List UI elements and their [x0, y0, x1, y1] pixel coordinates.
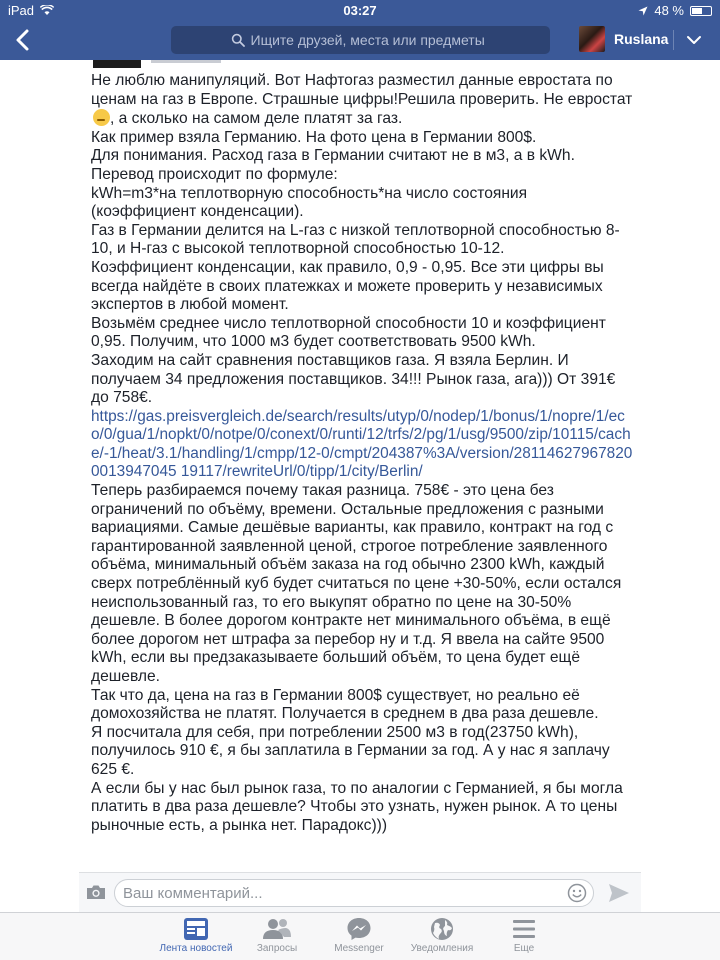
location-arrow-icon — [638, 6, 648, 16]
nav-divider — [673, 30, 674, 50]
news-feed-icon — [183, 917, 209, 941]
tab-label: Запросы — [256, 943, 298, 954]
tab-messenger[interactable] — [314, 917, 404, 959]
battery-icon — [690, 6, 712, 16]
search-bar[interactable] — [171, 26, 550, 54]
avatar — [579, 26, 605, 52]
comment-bar — [79, 872, 641, 912]
tab-label: Лента новостей — [159, 943, 233, 954]
profile-name: Ruslana — [614, 31, 669, 47]
comment-field[interactable] — [114, 879, 594, 907]
send-icon[interactable] — [607, 882, 631, 904]
top-navigation-bar — [0, 20, 720, 60]
unamused-emoji-icon — [93, 109, 110, 126]
friend-requests-icon — [262, 917, 292, 941]
clock: 03:27 — [343, 3, 377, 18]
search-input[interactable] — [251, 32, 491, 48]
post-text-conclusion: Теперь разбираемся почему такая разница. 758€ - это цена без ограничений по объёму, времени. Остальные предложения с разными вариациями. Самые дешёвые варианты, как правило, контракт на год с гарантированной заявленной ценой, строгое потребление заявленного объёма, минимальный объём заказа на год обычно 2300 kWh, каждый сверх потреблённый куб будет считаться по цене +30-50%, если остался неиспользованный газ, то его выкупят обратно по цене на 30-50% дешевле. В более дорогом контракте нет минимального объёма, в ещё более дорогом нет штрафа за перебор ну и т.д. Я ввела на сайте 9500 kWh, если вы предзаказываете больший объём, то цена будет ещё дешевле. Так что да, цена на газ в Германии 800$ существует, но реально её домохозяйства не платят. Получается в среднем в два раза дешевле. Я посчитала для себя, при потреблении 2500 м3 в год(23750 kWh), получилось 910 €, я бы заплатила в Германии за год. А у нас я заплачу 625 €. А если бы у нас был рынок газа, то по аналогии с Германией, я бы могла платить в два раза дешевле? Чтобы это узнать, нужен рынок. А то цены рыночные есть, а рынка нет. Парадокс))) — [91, 482, 623, 834]
post-container — [79, 60, 641, 872]
smiley-icon[interactable] — [567, 883, 587, 903]
tab-more[interactable] — [479, 917, 569, 959]
battery-percent: 48 % — [654, 3, 684, 18]
bottom-tab-bar — [0, 912, 720, 960]
post-link[interactable]: https://gas.preisvergleich.de/search/results/utyp/0/nodep/1/bonus/1/nopre/1/eco/0/gua/1/nopkt/0/notpe/0/conext/0/runti/12/trfs/2/pg/1/usg/9500/zip/10115/cache/-1/heat/3.1/handling/1/cmpp/12-0/cmpt/204387%3A/version/281146279678200013947045 19117/rewriteUrl/0/tipp/1/city/Berlin/ — [91, 407, 633, 481]
messenger-icon — [346, 917, 372, 941]
post-body — [91, 72, 636, 835]
tab-label: Еще — [513, 943, 535, 954]
tab-requests[interactable] — [232, 917, 322, 959]
comment-input[interactable] — [115, 880, 555, 906]
device-name: iPad — [8, 3, 35, 18]
post-text-body: , а сколько на самом деле платят за газ. Как пример взяла Германию. На фото цена в Германии 800$. Для понимания. Расход газа в Германии считают не в м3, а в kWh. Перевод происходит по формуле: kWh=m3*на теплотворную способность*на число состояния (коэффициент конденсации). Газ в Германии делится на L-газ с низкой теплотворной способностью 8-10, и H-газ с высокой теплотворной способностью 10-12. Коэффициент конденсации, как правило, 0,9 - 0,95. Все эти цифры вы всегда найдёте в своих платежках и можете проверить у независимых экспертов в любой момент. Возьмём среднее число теплотворной способности 10 и коэффициент 0,95. Получим, что 1000 м3 будет соответствовать 9500 kWh. Заходим на сайт сравнения поставщиков газа. Я взяла Берлин. И получаем 34 предложения поставщиков. 34!!! Рынок газа, ага))) От 391€ до 758€. — [91, 110, 620, 407]
tab-news-feed[interactable] — [151, 917, 241, 959]
globe-icon — [429, 917, 455, 941]
post-header-edge — [151, 60, 221, 63]
menu-icon — [511, 917, 537, 941]
profile-button[interactable] — [579, 26, 668, 52]
chevron-down-icon[interactable] — [683, 30, 705, 50]
search-icon — [231, 33, 245, 47]
tab-label: Messenger — [334, 943, 384, 954]
status-bar — [0, 0, 720, 20]
back-arrow-icon[interactable] — [10, 26, 38, 54]
tab-notifications[interactable] — [397, 917, 487, 959]
tab-label: Уведомления — [410, 943, 474, 954]
camera-icon[interactable] — [85, 882, 107, 902]
post-author-photo-edge — [93, 60, 141, 68]
post-text-intro: Не люблю манипуляций. Вот Нафтогаз разместил данные евростата по ценам на газ в Европе. Страшные цифры!Решила проверить. Не евростат — [91, 72, 633, 108]
